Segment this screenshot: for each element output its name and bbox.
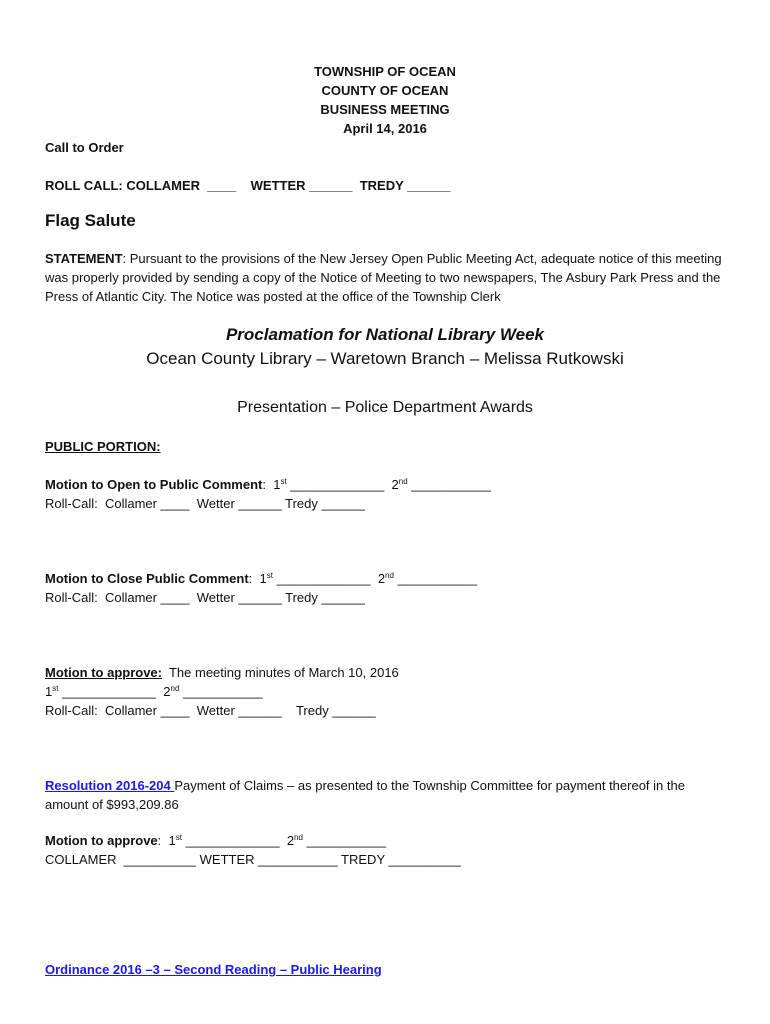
proclamation-subtitle: Ocean County Library – Waretown Branch – Melissa Rutkowski — [146, 349, 624, 368]
motion-close-first-sup: st — [266, 571, 273, 580]
statement-paragraph — [45, 249, 730, 306]
call-to-order: Call to Order — [45, 140, 124, 155]
motion-minutes-second: 2 — [163, 684, 171, 699]
motion-minutes-first-blank[interactable]: _____________ — [58, 684, 164, 699]
motion-resolution-colon: : — [157, 833, 169, 848]
flag-salute-heading: Flag Salute — [45, 211, 136, 230]
motion-resolution-second-sup: nd — [294, 833, 303, 842]
motion-close-second-blank[interactable]: ___________ — [393, 571, 478, 586]
motion-minutes-text: The meeting minutes of March 10, 2016 — [162, 665, 399, 680]
motion-minutes-first: 1 — [45, 684, 53, 699]
motion-open-first-sup: st — [280, 477, 287, 486]
motion-open-first-blank[interactable]: _____________ — [286, 477, 392, 492]
statement-text: : Pursuant to the provisions of the New Jersey Open Public Meeting Act, adequate notice of this meeting was properly provided by sending a copy of the Notice of Meeting to two newspapers, The Asbury Park Press and the Press of Atlantic City. The Notice was posted at the office of the Township Clerk — [45, 251, 722, 304]
motion-close-first: 1 — [259, 571, 267, 586]
motion-resolution-line — [45, 833, 386, 849]
motion-close-label: Motion to Close Public Comment — [45, 571, 249, 586]
meeting-title: BUSINESS MEETING — [320, 102, 450, 117]
statement-label: STATEMENT — [45, 251, 123, 266]
motion-resolution-first: 1 — [168, 833, 176, 848]
motion-minutes-second-sup: nd — [170, 684, 180, 693]
motion-resolution-label: Motion to approve — [45, 833, 158, 848]
motion-close-second-sup: nd — [385, 571, 394, 580]
meeting-date: April 14, 2016 — [343, 121, 427, 136]
motion-close-line — [45, 571, 477, 587]
motion-close-colon: : — [248, 571, 260, 586]
motion-resolution-first-sup: st — [175, 833, 182, 842]
proclamation-title: Proclamation for National Library Week — [225, 325, 545, 344]
county-title: COUNTY OF OCEAN — [321, 83, 449, 98]
motion-close-second: 2 — [377, 571, 386, 586]
motion-open-colon: : — [262, 477, 274, 492]
motion-close-first-blank[interactable]: _____________ — [272, 571, 378, 586]
motion-resolution-second-blank[interactable]: ___________ — [302, 833, 387, 848]
public-portion-heading: PUBLIC PORTION: — [45, 439, 161, 454]
ordinance-link[interactable]: Ordinance 2016 –3 – Second Reading – Public Hearing — [45, 962, 382, 977]
motion-open-label: Motion to Open to Public Comment — [45, 477, 263, 492]
motion-minutes-line — [45, 665, 399, 681]
motion-minutes-label: Motion to approve: — [45, 665, 162, 680]
resolution-link[interactable]: Resolution 2016-204 — [45, 778, 175, 793]
motion-close-rollcall: Roll-Call: Collamer ____ Wetter ______ Tredy ______ — [45, 590, 365, 605]
motion-minutes-rollcall: Roll-Call: Collamer ____ Wetter ______ Tredy ______ — [45, 703, 376, 718]
resolution-paragraph — [45, 776, 730, 814]
motion-open-second-sup: nd — [398, 477, 408, 486]
motion-minutes-second-blank[interactable]: ___________ — [179, 684, 263, 699]
roll-call-line — [45, 178, 451, 194]
township-title: TOWNSHIP OF OCEAN — [314, 64, 456, 79]
motion-open-rollcall: Roll-Call: Collamer ____ Wetter ______ Tredy ______ — [45, 496, 365, 511]
motion-open-second: 2 — [391, 477, 399, 492]
roll-call-names: COLLAMER ____ WETTER ______ TREDY ______ — [126, 178, 451, 193]
motion-minutes-first-sup: st — [52, 684, 59, 693]
motion-resolution-first-blank[interactable]: _____________ — [181, 833, 287, 848]
motion-resolution-second: 2 — [286, 833, 295, 848]
motion-minutes-movers — [45, 684, 263, 700]
motion-open-line — [45, 477, 491, 493]
motion-resolution-votes: COLLAMER __________ WETTER ___________ TREDY __________ — [45, 852, 461, 867]
resolution-text: Payment of Claims – as presented to the Township Committee for payment thereof in the amount of $993,209.86 — [45, 778, 685, 812]
roll-call-label: ROLL CALL: — [45, 178, 123, 193]
presentation-heading: Presentation – Police Department Awards — [237, 399, 533, 416]
motion-open-first: 1 — [273, 477, 281, 492]
motion-open-second-blank[interactable]: ___________ — [407, 477, 491, 492]
